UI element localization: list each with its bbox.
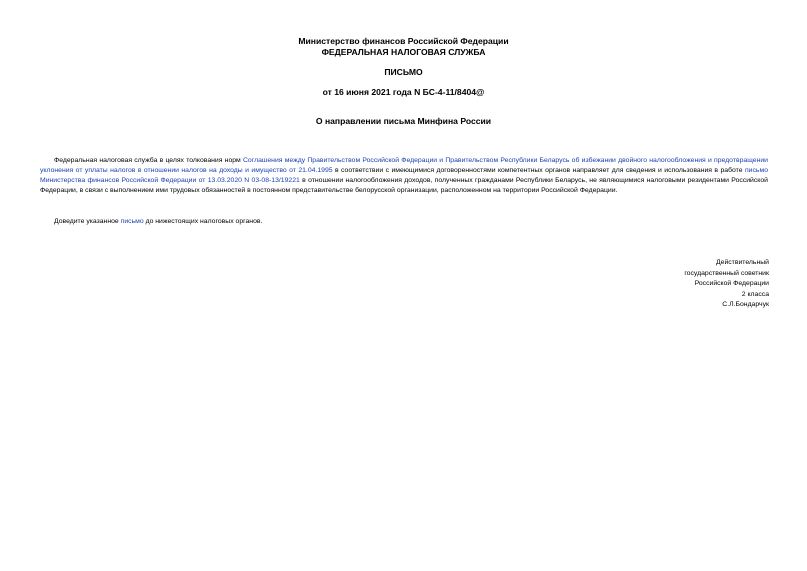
document-subject: О направлении письма Минфина России [315, 116, 492, 126]
signature-line-1: Действительный [716, 259, 769, 266]
document-date-number: от 16 июня 2021 года N БС-4-11/8404@ [322, 87, 485, 97]
agreement-link[interactable]: Соглашения между Правительством Российской Федерации и Правительством Республики Беларусь об избежании двойного налогообложения и предотвращении уклонения от уплаты налогов в отношении налогов на доходы и имущество от 21.04.1995 [40, 157, 768, 174]
signatory-name: С.Л.Бондарчук [722, 301, 769, 308]
letter-link[interactable]: письмо [120, 218, 144, 225]
paragraph-instruction-text-2: до нижестоящих налоговых органов. [143, 218, 263, 225]
service-title: ФЕДЕРАЛЬНАЯ НАЛОГОВАЯ СЛУЖБА [321, 47, 486, 57]
paragraph-main-text-2: в соответствии с имеющимися договоренностями компетентных органов направляет для сведения и использования в работе [332, 167, 745, 174]
minfin-letter-link[interactable]: письмо Министерства финансов Российской Федерации от 13.03.2020 N 03-08-13/19221 [40, 167, 768, 184]
signature-line-4: 2 класса [741, 290, 769, 298]
signature-line-3: Российской Федерации [694, 280, 769, 287]
paragraph-main-text-1: Федеральная налоговая служба в целях толкования норм [54, 157, 243, 164]
paragraph-instruction [40, 217, 768, 227]
ministry-title: Министерство финансов Российской Федерации [298, 36, 509, 46]
signature-block [684, 258, 769, 311]
paragraph-instruction-text-1: Доведите указанное [54, 218, 121, 225]
paragraph-main-text-3: в отношении налогообложения доходов, полученных гражданами Республики Беларусь, не являющимися налоговыми резидентами Российской Федерации, в связи с выполнением ими трудовых обязанностей в постоянном представительстве белорусской организации, расположенном на территории Российской Федерации. [40, 177, 768, 194]
paragraph-main [40, 156, 768, 196]
signature-line-2: государственный советник [684, 269, 769, 277]
document-type: ПИСЬМО [384, 67, 423, 77]
